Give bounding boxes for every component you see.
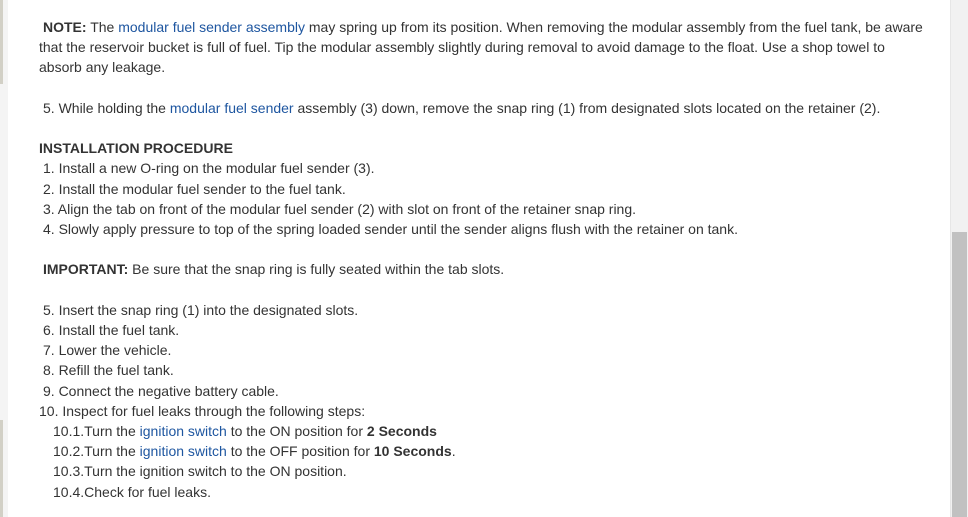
install-step: 8. Refill the fuel tank. [43,362,174,379]
note-line-3: absorb any leakage. [39,59,166,76]
install-step: 5. Insert the snap ring (1) into the designated slots. [43,301,359,318]
install-step: 6. Install the fuel tank. [43,321,180,338]
left-edge-segment [0,0,3,84]
duration-bold: 10 Seconds [373,443,452,460]
link-modular-fuel-sender-assembly[interactable]: modular fuel sender assembly [118,19,305,35]
install-substep [39,441,934,461]
left-edge-border [0,0,8,517]
note-label: NOTE: [43,19,87,35]
install-substep: 10.3.Turn the ignition switch to the ON position. [53,463,347,480]
install-step: 10. Inspect for fuel leaks through the following steps: [39,402,366,419]
step-text: assembly (3) down, remove the snap ring (1) from designated slots located on the retainer (2). [293,99,881,116]
install-substep: 10.4.Check for fuel leaks. [53,483,211,500]
note-text: The [86,19,119,35]
link-modular-fuel-sender[interactable]: modular fuel sender [169,99,294,116]
install-step: 2. Install the modular fuel sender to the fuel tank. [43,180,346,197]
document-content [39,17,934,502]
substep-text: . [451,443,456,460]
link-ignition-switch[interactable]: ignition switch [139,423,227,439]
substep-text: to the OFF position for [226,443,374,460]
substep-text: 10.2.Turn the [53,443,140,460]
substep-text: to the ON position for [226,423,367,439]
link-ignition-switch[interactable]: ignition switch [139,443,227,460]
note-line-2: that the reservoir bucket is full of fuel. Tip the modular assembly slightly during removal to avoid damage to the float. Use a shop towel to [39,39,885,56]
left-edge-segment [0,420,3,517]
important-text: Be sure that the snap ring is fully seated within the tab slots. [128,261,505,278]
note-paragraph [39,17,934,37]
note-text: may spring up from its position. When removing the modular assembly from the fuel tank, be aware [304,19,923,35]
removal-step-5 [39,98,934,118]
install-step: 4. Slowly apply pressure to top of the spring loaded sender until the sender aligns flush with the retainer on tank. [43,221,738,237]
important-note [39,259,934,279]
install-step: 1. Install a new O-ring on the modular fuel sender (3). [43,160,375,177]
step-text: 5. While holding the [43,99,170,116]
scrollbar-thumb[interactable] [952,232,967,517]
install-step: 9. Connect the negative battery cable. [43,382,279,399]
vertical-scrollbar[interactable] [950,0,968,517]
substep-text: 10.1.Turn the [53,423,140,439]
install-step: 3. Align the tab on front of the modular fuel sender (2) with slot on front of the retainer snap ring. [43,200,637,217]
install-step: 7. Lower the vehicle. [43,342,172,359]
duration-bold: 2 Seconds [366,423,437,439]
installation-heading: INSTALLATION PROCEDURE [39,140,233,157]
important-label: IMPORTANT: [43,261,129,278]
install-substep [39,421,934,441]
